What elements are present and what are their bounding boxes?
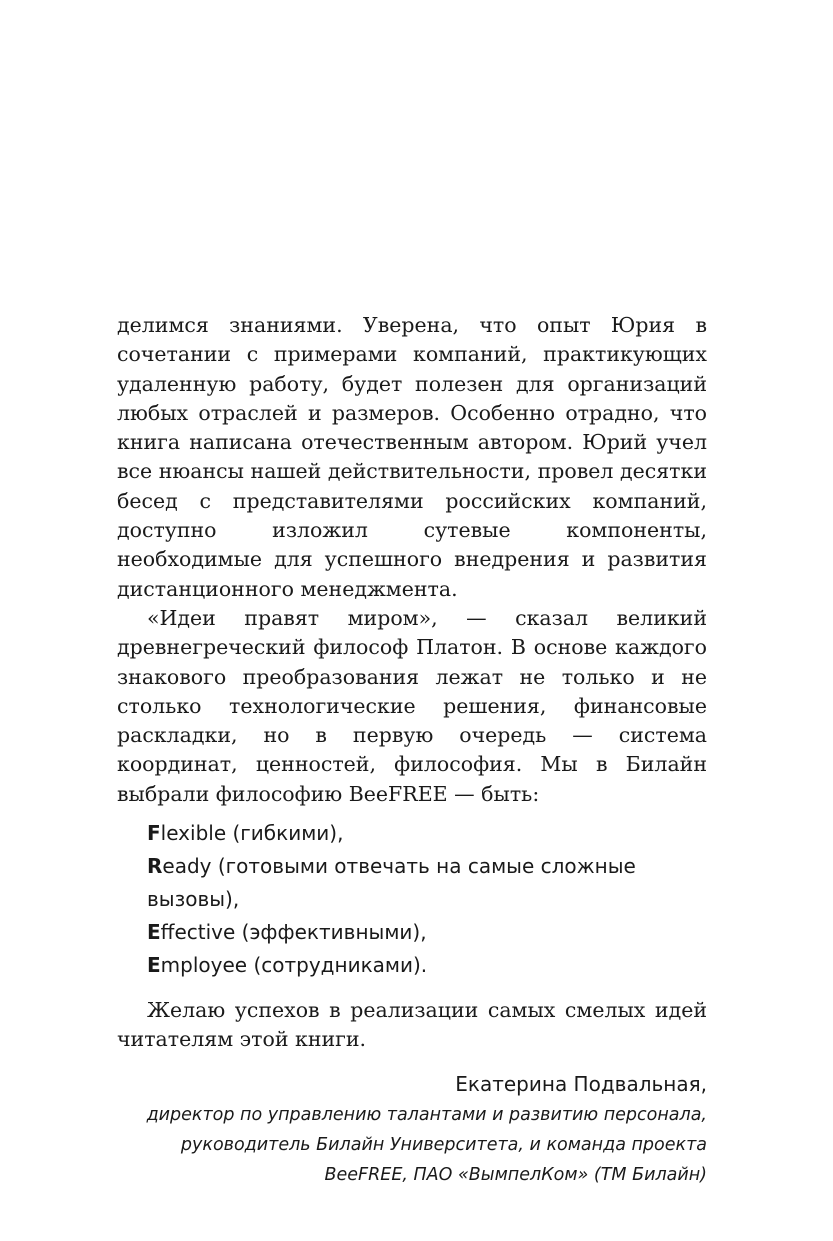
list-item-text: mployee (сотрудниками). — [160, 953, 428, 978]
signature-role-line-3: BeeFREE, ПАО «ВымпелКом» (ТМ Билайн) — [324, 1164, 707, 1185]
signature-block — [117, 1069, 707, 1190]
list-item — [147, 916, 707, 949]
list-item — [147, 817, 707, 850]
beefree-list — [117, 817, 707, 982]
document-page — [117, 311, 707, 1190]
signature-role-line-1: директор по управлению талантами и развитию персонала, — [146, 1104, 707, 1125]
signature-name: Екатерина Подвальная, — [455, 1071, 707, 1096]
list-item-initial: E — [147, 920, 161, 945]
body-paragraph-2: «Идеи правят миром», — сказал великий древнегреческий философ Платон. В основе каждого знакового преобразования лежат не только и не столько технологические решения, финансовые раскладки, но в первую очередь — система координат, ценностей, философия. Мы в Билайн выбрали философию BeeFREE — быть: — [117, 605, 707, 806]
list-item — [147, 949, 707, 982]
body-paragraph-1: делимся знаниями. Уверена, что опыт Юрия в сочетании с примерами компаний, практикующих удаленную работу, будет полезен для организаций любых отраслей и размеров. Особенно отрадно, что книга написана отечественным автором. Юрий учел все нюансы нашей действительности, провел десятки бесед с представителями российских компаний, доступно изложил сутевые компоненты, необходимые для успешного внедрения и развития дистанционного менеджмента. — [117, 313, 707, 601]
list-item-initial: E — [147, 953, 161, 978]
signature-role-line-2: руководитель Билайн Университета, и команда проекта — [180, 1134, 707, 1155]
list-item-initial: R — [147, 854, 163, 879]
list-item-text: eady (готовыми отвечать на самые сложные вызовы), — [147, 854, 636, 912]
list-item-text: ffective (эффективными), — [160, 920, 427, 945]
list-item — [147, 850, 707, 916]
list-item-initial: F — [147, 821, 161, 846]
list-item-text: lexible (гибкими), — [160, 821, 344, 846]
body-paragraph-3: Желаю успехов в реализации самых смелых идей читателям этой книги. — [117, 998, 707, 1052]
